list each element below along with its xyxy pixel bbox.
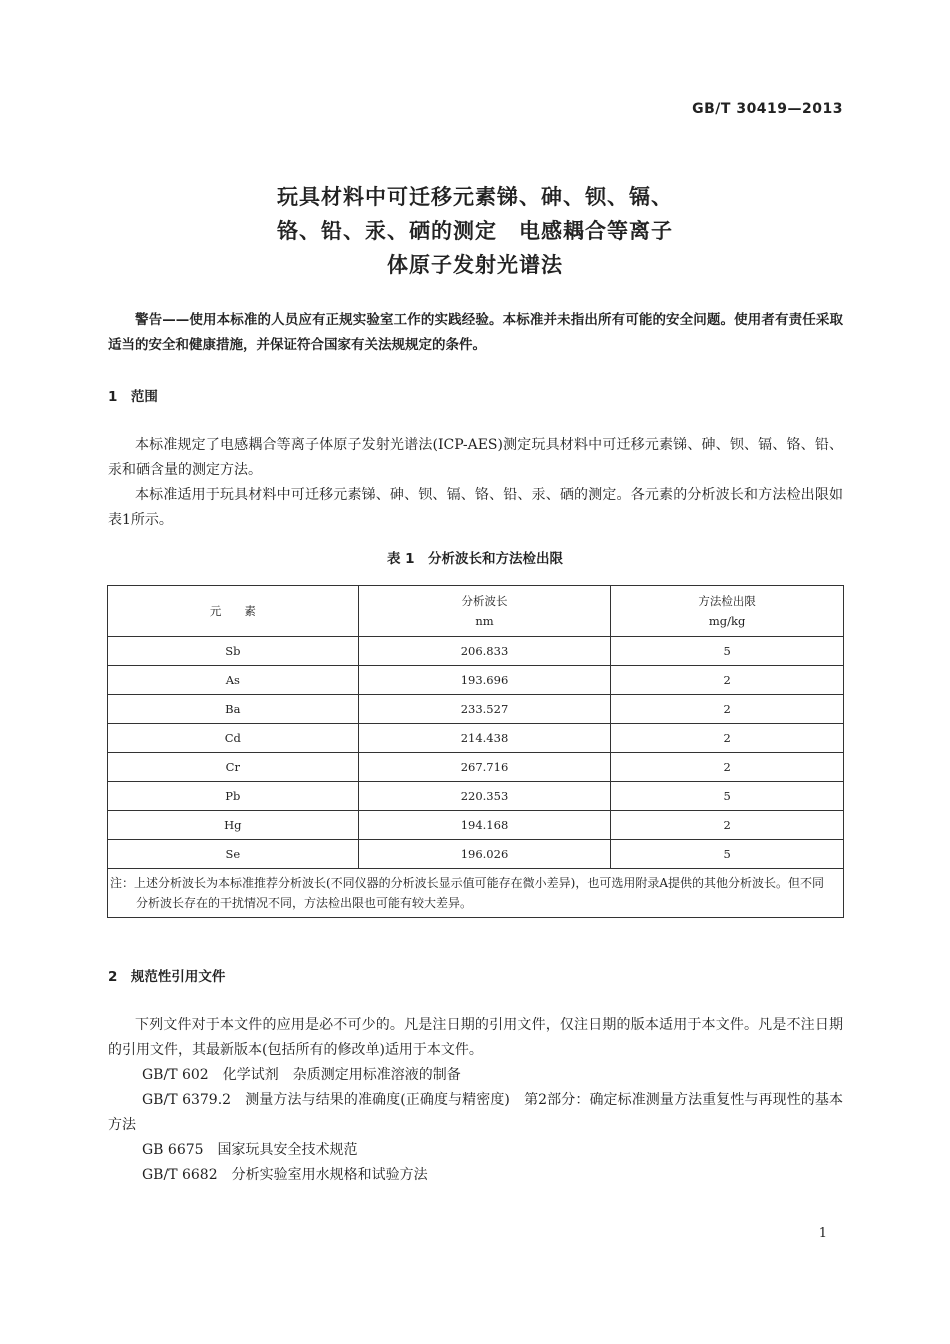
table-row xyxy=(108,724,844,753)
header-element: 元 素 xyxy=(108,586,359,637)
cell-wavelength: 233.527 xyxy=(358,695,611,724)
cell-element: Se xyxy=(108,840,359,869)
document-title xyxy=(0,180,950,282)
header-limit-label: 方法检出限 xyxy=(698,594,756,608)
wavelength-table xyxy=(107,585,844,918)
standard-number: GB/T 30419—2013 xyxy=(692,101,843,117)
cell-element: As xyxy=(108,666,359,695)
title-line-1: 玩具材料中可迁移元素锑、砷、钡、镉、 xyxy=(277,185,673,209)
cell-element: Cr xyxy=(108,753,359,782)
cell-limit: 5 xyxy=(611,637,844,666)
cell-limit: 2 xyxy=(611,724,844,753)
cell-element: Hg xyxy=(108,811,359,840)
cell-limit: 2 xyxy=(611,753,844,782)
reference-2: GB/T 6379.2 测量方法与结果的准确度(正确度与精密度) 第2部分：确定标准测量方法重复性与再现性的基本方法 xyxy=(108,1092,843,1133)
table-note-text: 注：上述分析波长为本标准推荐分析波长(不同仪器的分析波长显示值可能存在微小差异)，也可选用附录A提供的其他分析波长。但不同分析波长存在的干扰情况不同，方法检出限也可能有较大差异。 xyxy=(110,876,825,910)
table-caption: 表 1 分析波长和方法检出限 xyxy=(386,551,564,567)
cell-wavelength: 194.168 xyxy=(358,811,611,840)
cell-wavelength: 206.833 xyxy=(358,637,611,666)
cell-element: Ba xyxy=(108,695,359,724)
table-row xyxy=(108,840,844,869)
table-header-row xyxy=(108,586,844,637)
cell-wavelength: 214.438 xyxy=(358,724,611,753)
cell-limit: 5 xyxy=(611,840,844,869)
cell-limit: 2 xyxy=(611,811,844,840)
reference-3: GB 6675 国家玩具安全技术规范 xyxy=(142,1142,358,1158)
cell-element: Sb xyxy=(108,637,359,666)
table-row xyxy=(108,637,844,666)
title-line-3: 体原子发射光谱法 xyxy=(387,253,563,277)
cell-limit: 2 xyxy=(611,695,844,724)
header-wavelength-label: 分析波长 xyxy=(461,594,508,608)
cell-limit: 5 xyxy=(611,782,844,811)
section-2-paragraph-1: 下列文件对于本文件的应用是必不可少的。凡是注日期的引用文件，仅注日期的版本适用于本文件。凡是不注日期的引用文件，其最新版本(包括所有的修改单)适用于本文件。 xyxy=(108,1017,843,1058)
header-limit xyxy=(611,586,844,637)
section-1-paragraph-1: 本标准规定了电感耦合等离子体原子发射光谱法(ICP-AES)测定玩具材料中可迁移元素锑、砷、钡、镉、铬、铅、汞和硒含量的测定方法。 xyxy=(108,437,843,478)
table-row xyxy=(108,782,844,811)
section-2-heading: 2 规范性引用文件 xyxy=(108,969,226,985)
cell-element: Pb xyxy=(108,782,359,811)
header-wavelength xyxy=(358,586,611,637)
cell-element: Cd xyxy=(108,724,359,753)
section-1-heading: 1 范围 xyxy=(108,389,158,405)
table-note-row xyxy=(108,869,844,918)
header-limit-unit: mg/kg xyxy=(708,614,746,628)
reference-1: GB/T 602 化学试剂 杂质测定用标准溶液的制备 xyxy=(142,1067,461,1083)
cell-wavelength: 220.353 xyxy=(358,782,611,811)
cell-wavelength: 196.026 xyxy=(358,840,611,869)
cell-wavelength: 193.696 xyxy=(358,666,611,695)
cell-limit: 2 xyxy=(611,666,844,695)
table-note xyxy=(108,869,844,918)
table-row xyxy=(108,811,844,840)
header-wavelength-unit: nm xyxy=(475,614,494,628)
reference-4: GB/T 6682 分析实验室用水规格和试验方法 xyxy=(142,1167,428,1183)
table-row xyxy=(108,753,844,782)
title-line-2: 铬、铅、汞、硒的测定 电感耦合等离子 xyxy=(277,219,673,243)
warning-paragraph: 警告——使用本标准的人员应有正规实验室工作的实践经验。本标准并未指出所有可能的安全问题。使用者有责任采取适当的安全和健康措施，并保证符合国家有关法规规定的条件。 xyxy=(108,312,843,353)
table-row xyxy=(108,695,844,724)
section-1-paragraph-2: 本标准适用于玩具材料中可迁移元素锑、砷、钡、镉、铬、铅、汞、硒的测定。各元素的分析波长和方法检出限如表1所示。 xyxy=(108,487,843,528)
table-row xyxy=(108,666,844,695)
cell-wavelength: 267.716 xyxy=(358,753,611,782)
page-number: 1 xyxy=(818,1226,827,1241)
